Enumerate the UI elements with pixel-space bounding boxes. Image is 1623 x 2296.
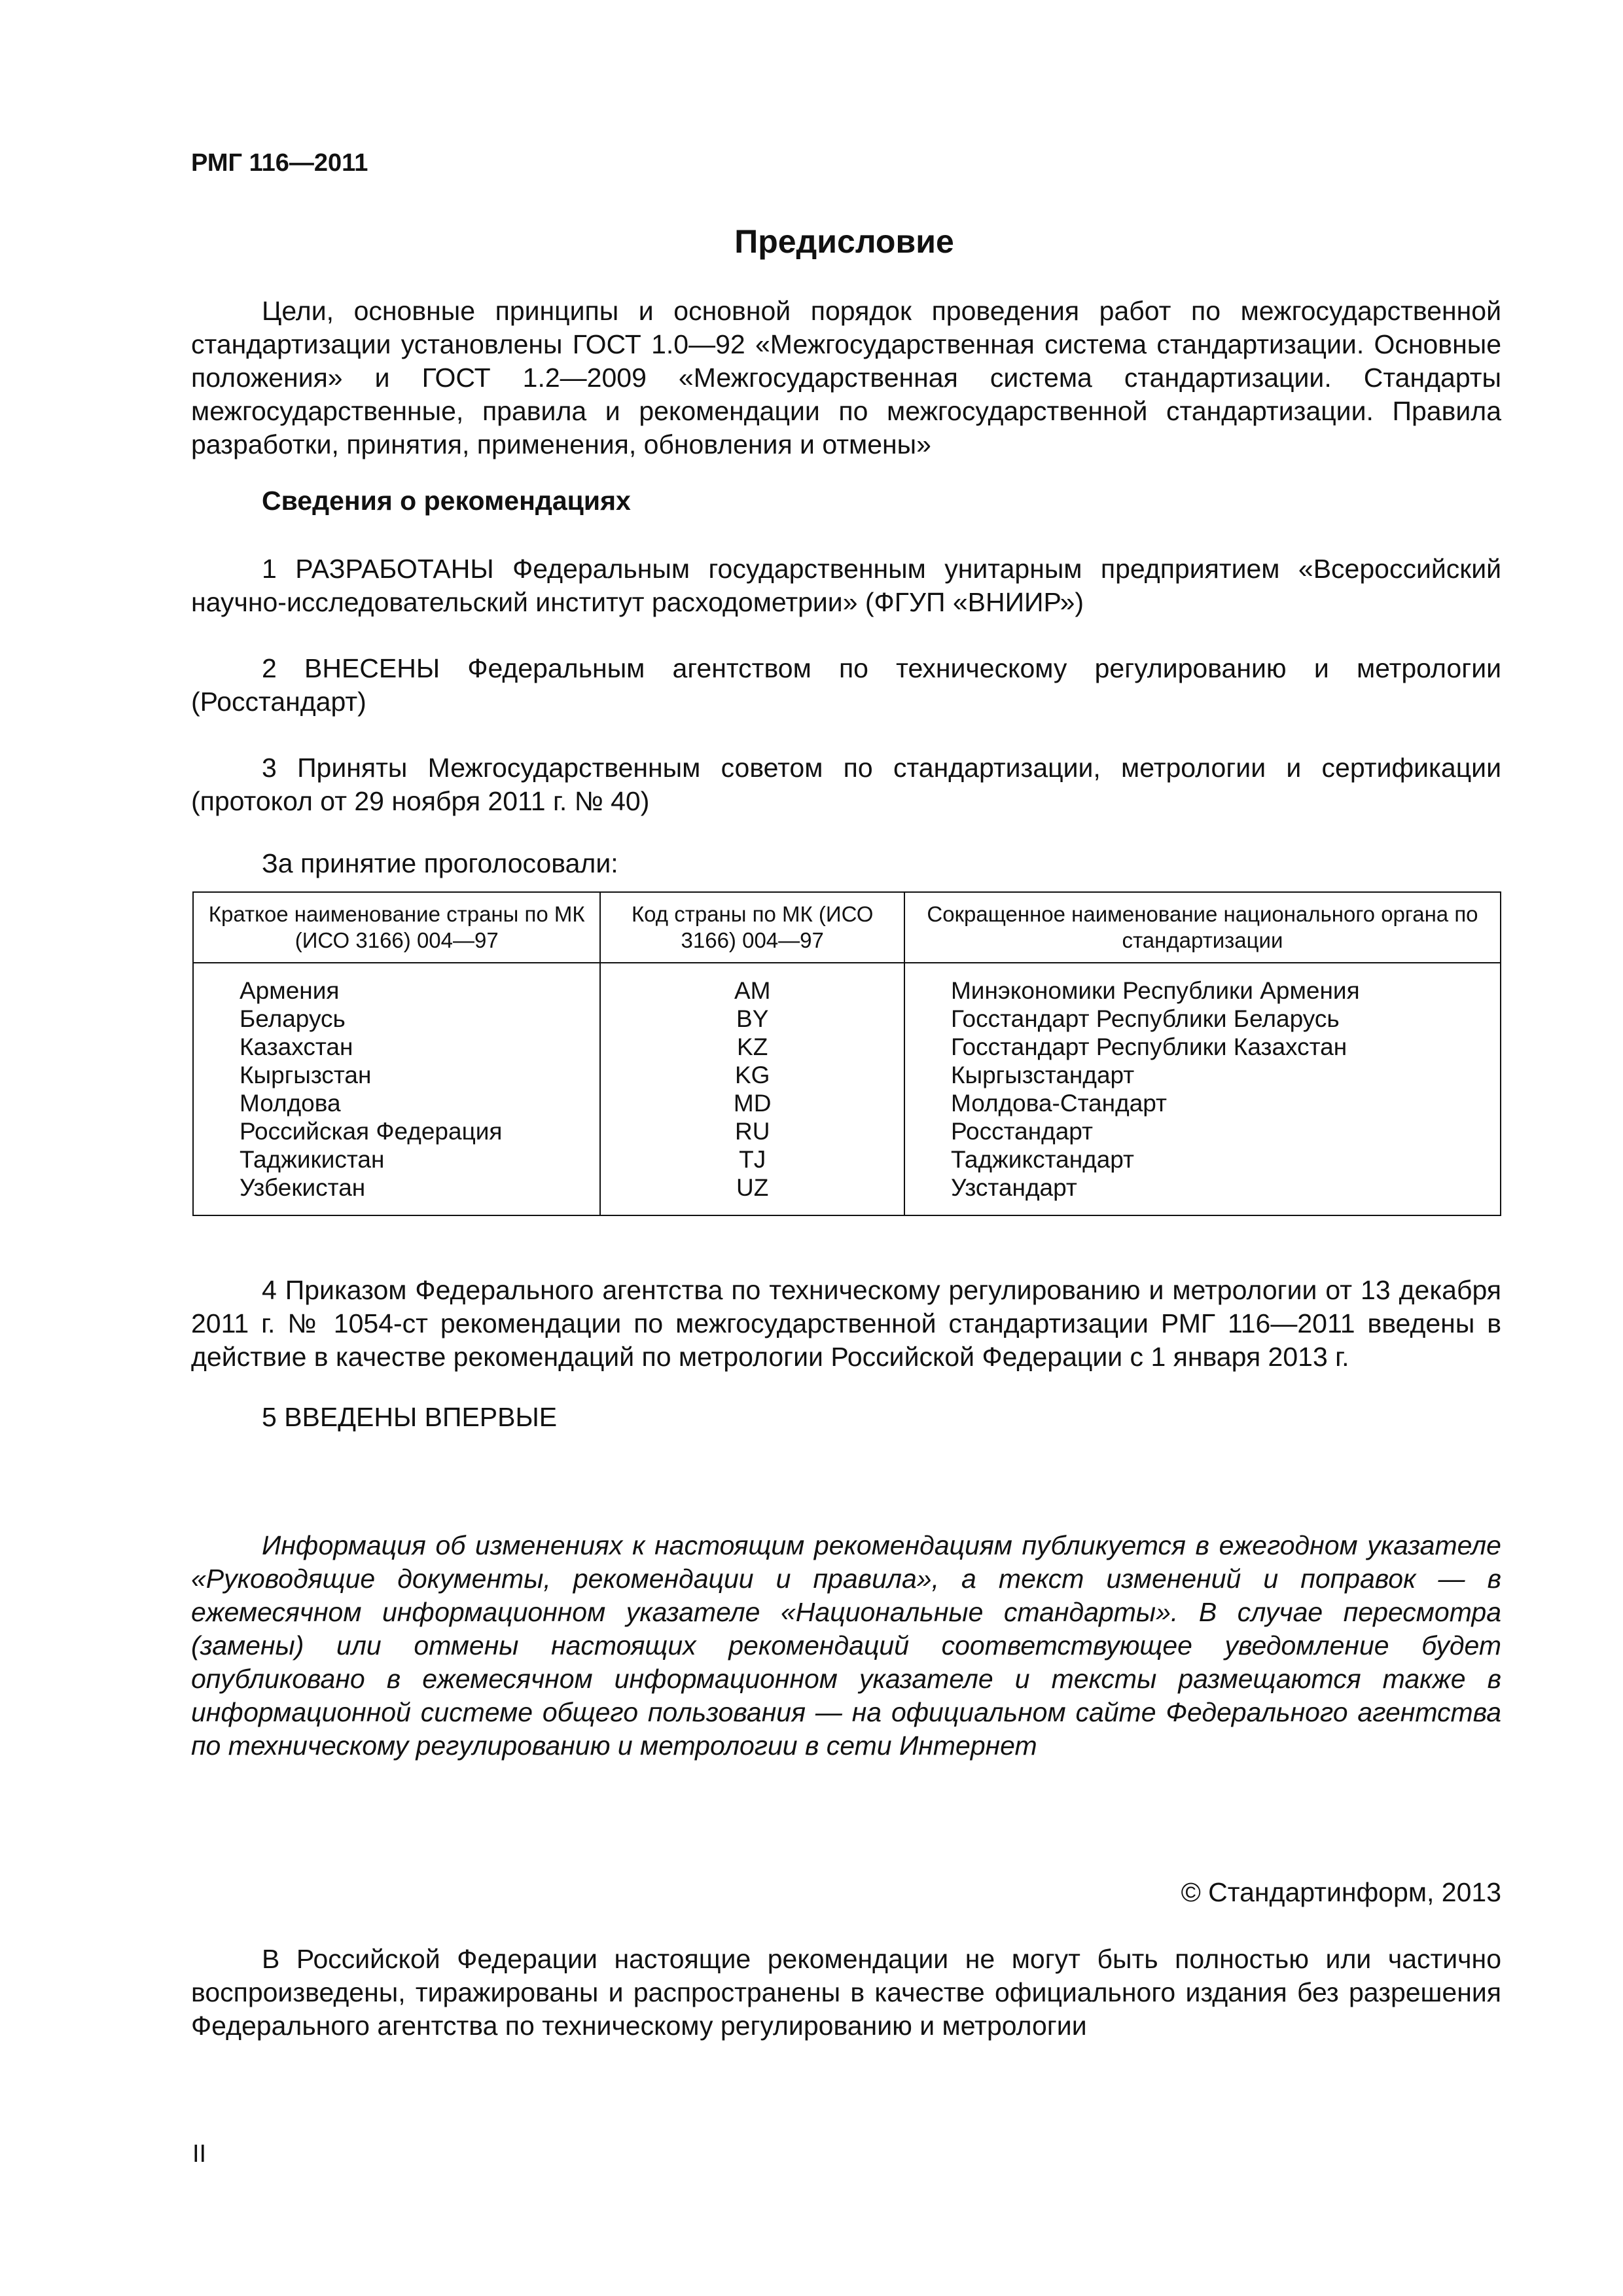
code-cell: KZ xyxy=(737,1033,768,1060)
country-cell: Российская Федерация xyxy=(240,1118,503,1145)
item-introduced: 2 ВНЕСЕНЫ Федеральным агентством по техническому регулированию и метрологии (Росстандарт) xyxy=(191,653,1501,717)
country-cell: Казахстан xyxy=(240,1033,353,1060)
item-order: 4 Приказом Федерального агентства по техническому регулированию и метрологии от 13 декабря 2011 г. № 1054-ст рекомендации по межгосударственной стандартизации РМГ 116—2011 введены в действие в качестве рекомендаций по метрологии Российской Федерации с 1 января 2013 г. xyxy=(191,1275,1501,1372)
code-cell: BY xyxy=(736,1005,769,1032)
agency-cell: Кыргызстандарт xyxy=(950,1062,1135,1088)
page-number: II xyxy=(192,2140,207,2168)
agency-cell: Минэкономики Республики Армения xyxy=(950,977,1360,1004)
header-agency: Сокращенное наименование национального органа по стандартизации xyxy=(904,892,1501,963)
country-cell: Армения xyxy=(240,977,340,1004)
agency-column xyxy=(904,963,1501,1215)
agency-cell: Таджикстандарт xyxy=(950,1146,1135,1173)
code-cell: RU xyxy=(734,1118,770,1145)
country-cell: Кыргызстан xyxy=(240,1062,372,1088)
agency-cell: Узстандарт xyxy=(950,1174,1077,1201)
code-column xyxy=(600,963,904,1215)
code-cell: KG xyxy=(734,1062,770,1088)
country-column xyxy=(193,963,600,1215)
header-code: Код страны по МК (ИСО 3166) 004—97 xyxy=(600,892,904,963)
reproduction-note: В Российской Федерации настоящие рекомендации не могут быть полностью или частично воспроизведены, тиражированы и распространены в качестве официального издания без разрешения Федерального агентства по техническому регулированию и метрологии xyxy=(191,1944,1501,2041)
table-body-row xyxy=(193,963,1501,1215)
votes-table xyxy=(192,891,1501,1216)
votes-label: За принятие проголосовали: xyxy=(262,848,618,878)
item-developed: 1 РАЗРАБОТАНЫ Федеральным государственным унитарным предприятием «Всероссийский научно-исследовательский институт расходометрии» (ФГУП «ВНИИР») xyxy=(191,554,1501,617)
item-adopted: 3 Приняты Межгосударственным советом по стандартизации, метрологии и сертификации (протокол от 29 ноября 2011 г. № 40) xyxy=(191,753,1501,816)
agency-cell: Госстандарт Республики Беларусь xyxy=(950,1005,1340,1032)
intro-paragraph: Цели, основные принципы и основной порядок проведения работ по межгосударственной стандартизации установлены ГОСТ 1.0—92 «Межгосударственная система стандартизации. Основные положения» и ГОСТ 1.2—2009 «Межгосударственная система стандартизации. Стандарты межгосударственные, правила и рекомендации по межгосударственной стандартизации. Правила разработки, принятия, применения, обновления и отмены» xyxy=(191,296,1501,459)
code-cell: UZ xyxy=(736,1174,769,1201)
country-cell: Узбекистан xyxy=(240,1174,366,1201)
agency-cell: Госстандарт Республики Казахстан xyxy=(950,1033,1347,1060)
country-cell: Беларусь xyxy=(240,1005,346,1032)
agency-cell: Росстандарт xyxy=(950,1118,1094,1145)
country-cell: Таджикистан xyxy=(240,1146,385,1173)
copyright: © Стандартинформ, 2013 xyxy=(1181,1877,1501,1907)
code-cell: TJ xyxy=(739,1146,766,1173)
code-cell: AM xyxy=(734,977,771,1004)
page-title: Предисловие xyxy=(734,223,954,260)
header-country: Краткое наименование страны по МК (ИСО 3166) 004—97 xyxy=(193,892,600,963)
country-cell: Молдова xyxy=(240,1090,341,1117)
document-code: РМГ 116—2011 xyxy=(191,149,368,177)
table-header-row xyxy=(193,892,1501,963)
code-cell: MD xyxy=(733,1090,772,1117)
agency-cell: Молдова-Стандарт xyxy=(950,1090,1167,1117)
item-first: 5 ВВЕДЕНЫ ВПЕРВЫЕ xyxy=(262,1402,558,1432)
section-title: Сведения о рекомендациях xyxy=(262,486,631,516)
info-note: Информация об изменениях к настоящим рекомендациям публикуется в ежегодном указателе «Руководящие документы, рекомендации и правила», а текст изменений и поправок — в ежемесячном информационном указателе «Национальные стандарты». В случае пересмотра (замены) или отмены настоящих рекомендаций соответствующее уведомление будет опубликовано в ежемесячном информационном указателе и тексты размещаются также в информационной системе общего пользования — на официальном сайте Федерального агентства по техническому регулированию и метрологии в сети Интернет xyxy=(191,1530,1501,1761)
